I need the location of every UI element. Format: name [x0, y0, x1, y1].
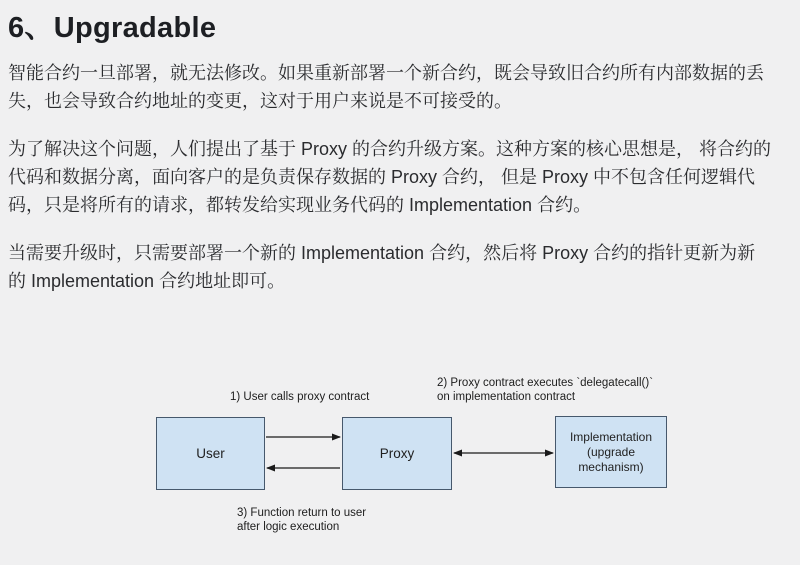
paragraph-2	[8, 135, 792, 219]
box-label: Proxy	[379, 446, 415, 461]
text-line: 代码和数据分离，面向客户的是负责保存数据的 Proxy 合约， 但是 Proxy 中不包含任何逻辑代	[8, 167, 756, 187]
diagram-box-implementation	[555, 416, 667, 488]
text-line: 为了解决这个问题，人们提出了基于 Proxy 的合约升级方案。这种方案的核心思想是， 将合约的	[8, 139, 772, 159]
text-line: 3) Function return to user	[237, 507, 367, 519]
diagram-box-user	[156, 417, 265, 490]
text-line: 1) User calls proxy contract	[230, 391, 370, 403]
annotation-step1	[230, 391, 369, 405]
text-line: 的 Implementation 合约地址即可。	[8, 271, 286, 291]
paragraph-3	[8, 239, 792, 295]
annotation-step3	[237, 507, 366, 534]
diagram-box-proxy	[342, 417, 452, 490]
text-line: 2) Proxy contract executes `delegatecall()`	[437, 377, 654, 389]
text-line: 码，只是将所有的请求，都转发给实现业务代码的 Implementation 合约。	[8, 195, 592, 215]
text-line: 当需要升级时，只需要部署一个新的 Implementation 合约，然后将 Proxy 合约的指针更新为新	[8, 243, 756, 263]
box-label	[570, 430, 652, 475]
text-line: after logic execution	[237, 520, 340, 533]
text-line: 失，也会导致合约地址的变更，这对于用户来说是不可接受的。	[8, 91, 512, 111]
text-line: (upgrade	[586, 444, 636, 459]
text-line: 智能合约一旦部署，就无法修改。如果重新部署一个新合约，既会导致旧合约所有内部数据的丢	[8, 63, 764, 83]
paragraph-1	[8, 59, 792, 115]
text-line: mechanism)	[578, 459, 644, 474]
annotation-step2	[437, 377, 653, 404]
text-line: on implementation contract	[437, 390, 576, 403]
text-line: Implementation	[569, 429, 653, 444]
box-label: User	[196, 446, 225, 461]
page-title: 6、Upgradable	[8, 12, 217, 44]
